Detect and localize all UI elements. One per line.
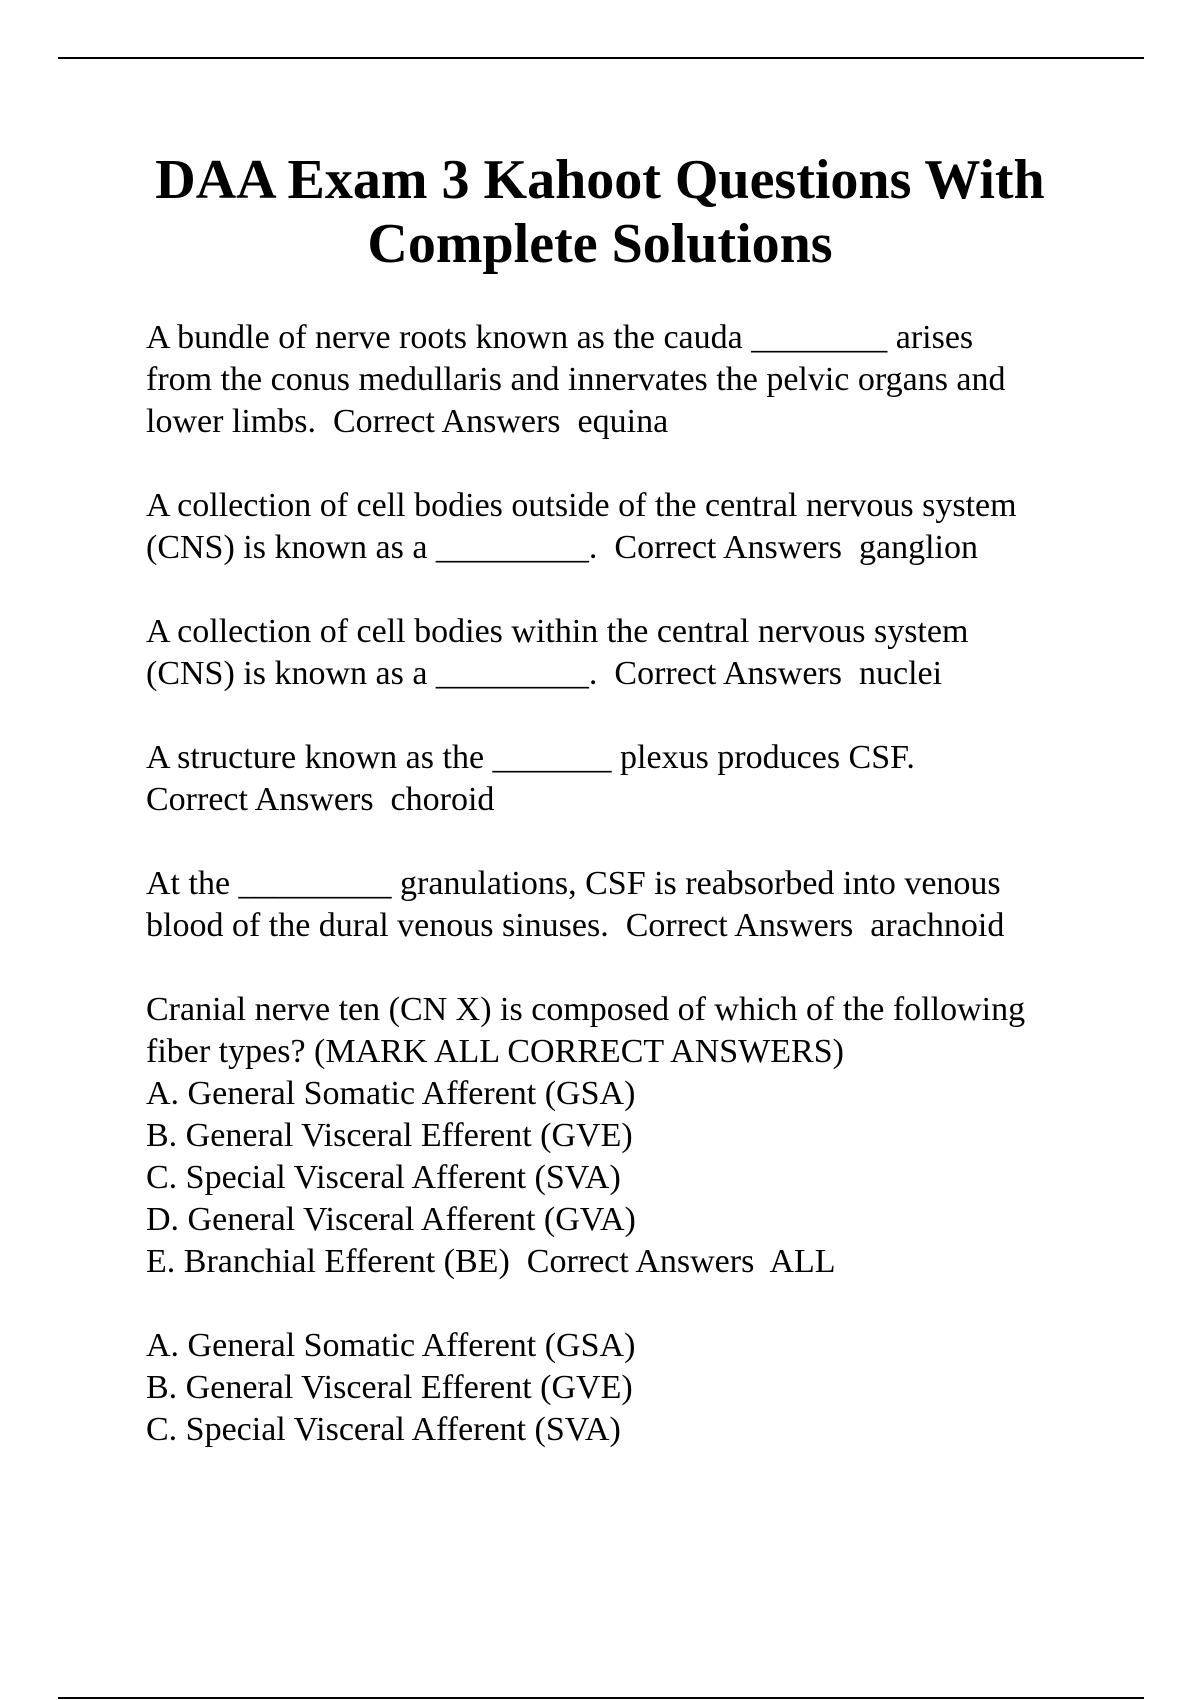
qa-line: from the conus medullaris and innervates the pelvic organs and	[146, 361, 1006, 398]
qa-line: Correct Answers choroid	[146, 781, 495, 818]
qa-item-7	[146, 1325, 1146, 1451]
qa-option: A. General Somatic Afferent (GSA)	[146, 1075, 636, 1112]
qa-item-1	[146, 317, 1146, 443]
qa-line: (CNS) is known as a _________. Correct Answers ganglion	[146, 529, 978, 566]
qa-option: B. General Visceral Efferent (GVE)	[146, 1117, 633, 1154]
top-rule	[58, 57, 1144, 59]
qa-line: At the _________ granulations, CSF is reabsorbed into venous	[146, 865, 1001, 902]
qa-item-5	[146, 863, 1146, 947]
qa-option: A. General Somatic Afferent (GSA)	[146, 1327, 636, 1364]
qa-line: Cranial nerve ten (CN X) is composed of which of the following	[146, 991, 1026, 1028]
qa-line: A structure known as the _______ plexus produces CSF.	[146, 739, 915, 776]
qa-item-2	[146, 485, 1146, 569]
document-body	[146, 317, 1146, 1493]
qa-line: A collection of cell bodies outside of the central nervous system	[146, 487, 1017, 524]
qa-line: fiber types? (MARK ALL CORRECT ANSWERS)	[146, 1033, 844, 1070]
title-line-1: DAA Exam 3 Kahoot Questions With	[155, 149, 1045, 211]
qa-option: E. Branchial Efferent (BE) Correct Answers ALL	[146, 1243, 836, 1280]
qa-item-6	[146, 989, 1146, 1283]
bottom-rule	[58, 1697, 1144, 1699]
qa-option: C. Special Visceral Afferent (SVA)	[146, 1159, 621, 1196]
qa-line: A bundle of nerve roots known as the cauda ________ arises	[146, 319, 974, 356]
title-line-2: Complete Solutions	[367, 213, 833, 275]
qa-option: D. General Visceral Afferent (GVA)	[146, 1201, 636, 1238]
qa-option: C. Special Visceral Afferent (SVA)	[146, 1411, 621, 1448]
qa-item-3	[146, 611, 1146, 695]
qa-item-4	[146, 737, 1146, 821]
qa-option: B. General Visceral Efferent (GVE)	[146, 1369, 633, 1406]
document-title	[100, 148, 1100, 276]
qa-line: lower limbs. Correct Answers equina	[146, 403, 669, 440]
qa-line: A collection of cell bodies within the central nervous system	[146, 613, 969, 650]
qa-line: blood of the dural venous sinuses. Correct Answers arachnoid	[146, 907, 1005, 944]
qa-line: (CNS) is known as a _________. Correct Answers nuclei	[146, 655, 943, 692]
